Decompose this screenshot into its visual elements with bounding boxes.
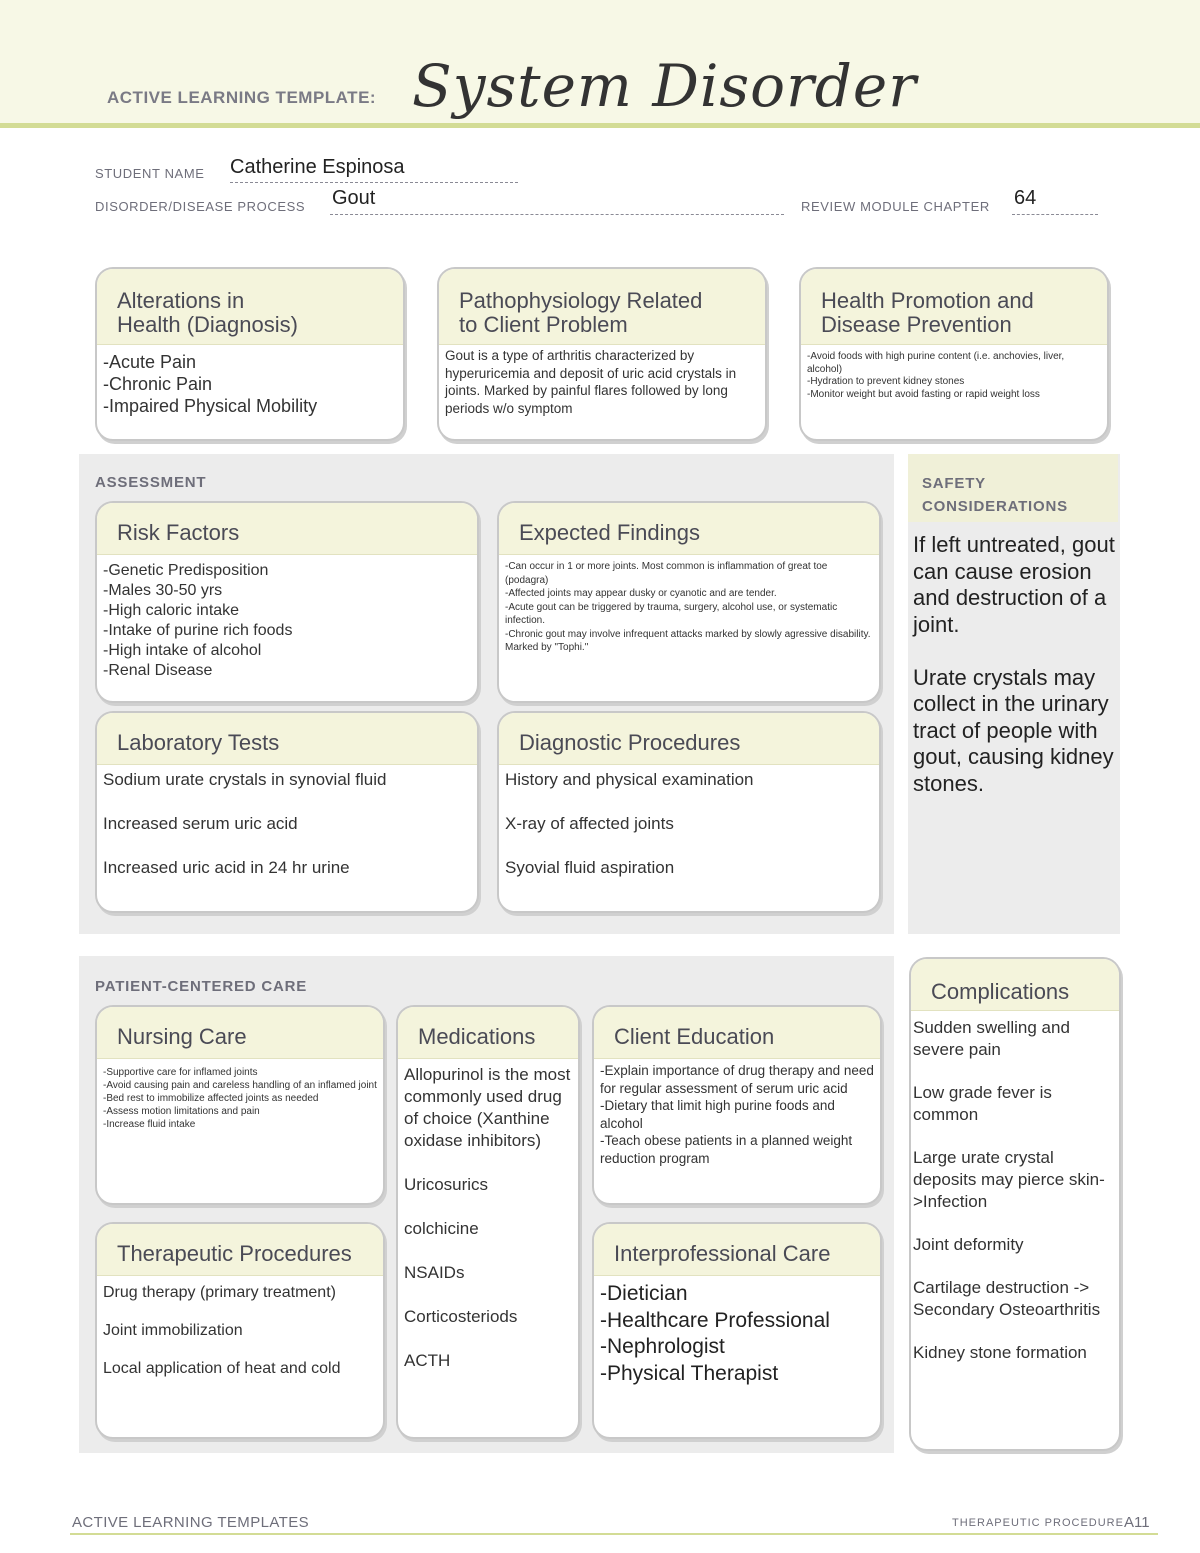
interprofessional-care-title: Interprofessional Care <box>594 1224 880 1276</box>
laboratory-tests-title: Laboratory Tests <box>97 713 477 765</box>
alterations-title: Alterations in Health (Diagnosis) <box>97 269 403 345</box>
list-item: Allopurinol is the most commonly used drug of choice (Xanthine oxidase inhibitors) <box>404 1065 571 1150</box>
list-item: Corticosteriods <box>404 1307 518 1326</box>
list-item: Sodium urate crystals in synovial fluid <box>103 770 387 789</box>
list-item: -Impaired Physical Mobility <box>103 396 318 416</box>
list-item: -Chronic gout may involve infrequent attacks marked by slowly agressive disability. Marked by "Tophi." <box>505 628 871 653</box>
expected-findings-card <box>497 501 881 703</box>
expected-findings-title: Expected Findings <box>499 503 879 555</box>
disorder-field[interactable]: Gout <box>332 187 376 209</box>
chapter-field[interactable]: 64 <box>1014 187 1037 209</box>
list-item: Kidney stone formation <box>913 1343 1087 1362</box>
chapter-label: REVIEW MODULE CHAPTER <box>801 199 990 214</box>
list-item: Cartilage destruction -> Secondary Osteoarthritis <box>913 1278 1101 1319</box>
complications-title: Complications <box>911 959 1119 1011</box>
list-item: -Assess motion limitations and pain <box>103 1106 260 1117</box>
laboratory-tests-card <box>95 711 479 913</box>
medications-card <box>396 1005 580 1439</box>
list-item: NSAIDs <box>404 1263 465 1282</box>
list-item: -Acute gout can be triggered by trauma, surgery, alcohol use, or systematic infection. <box>505 601 838 626</box>
list-item: X-ray of affected joints <box>505 814 674 833</box>
list-item: Uricosurics <box>404 1175 489 1194</box>
list-item: -Dietician <box>600 1282 688 1305</box>
page-title: System Disorder <box>412 52 917 120</box>
student-name-label: STUDENT NAME <box>95 166 205 181</box>
chapter-underline <box>1012 214 1098 215</box>
list-item: Local application of heat and cold <box>103 1360 341 1377</box>
health-promotion-card <box>799 267 1109 441</box>
disorder-underline <box>330 214 784 215</box>
risk-factors-card <box>95 501 479 703</box>
list-item: -Explain importance of drug therapy and need for regular assessment of serum uric acid <box>600 1063 874 1096</box>
list-item: colchicine <box>404 1219 479 1238</box>
pathophysiology-card <box>437 267 767 441</box>
list-item: -Bed rest to immobilize affected joints as needed <box>103 1093 319 1104</box>
list-item: Joint deformity <box>913 1235 1024 1254</box>
template-label: ACTIVE LEARNING TEMPLATE: <box>107 88 377 107</box>
page-number: A11 <box>1124 1514 1150 1531</box>
health-promotion-title: Health Promotion and Disease Prevention <box>801 269 1107 345</box>
list-item: Increased uric acid in 24 hr urine <box>103 858 350 877</box>
list-item: -Dietary that limit high purine foods and alcohol <box>600 1098 835 1131</box>
pathophysiology-text: Gout is a type of arthritis characterized by hyperuricemia and deposit of uric acid crystals in joints. Marked by painful flares followed by long periods w/o symptom <box>445 348 737 416</box>
therapeutic-procedures-card <box>95 1222 385 1439</box>
client-education-card <box>592 1005 882 1205</box>
list-item: Syovial fluid aspiration <box>505 858 675 877</box>
list-item: -High intake of alcohol <box>103 642 262 659</box>
diagnostic-procedures-card <box>497 711 881 913</box>
list-item: -Teach obese patients in a planned weight reduction program <box>600 1133 853 1166</box>
header-divider <box>0 123 1200 128</box>
interprofessional-care-card <box>592 1222 882 1439</box>
list-item: -Males 30-50 yrs <box>103 582 223 599</box>
footer-divider <box>70 1533 1158 1535</box>
student-name-field[interactable]: Catherine Espinosa <box>230 156 405 178</box>
list-item: -Supportive care for inflamed joints <box>103 1067 258 1078</box>
pathophysiology-title: Pathophysiology Related to Client Problem <box>439 269 765 345</box>
list-item: Increased serum uric acid <box>103 814 298 833</box>
list-item: History and physical examination <box>505 770 754 789</box>
assessment-title: ASSESSMENT <box>95 474 207 491</box>
list-item: -Monitor weight but avoid fasting or rapid weight loss <box>807 388 1040 400</box>
alterations-card <box>95 267 405 441</box>
list-item: -High caloric intake <box>103 602 240 619</box>
diagnostic-procedures-title: Diagnostic Procedures <box>499 713 879 765</box>
list-item: -Increase fluid intake <box>103 1119 196 1130</box>
list-item: -Acute Pain <box>103 352 197 372</box>
list-item: -Physical Therapist <box>600 1361 779 1385</box>
medications-title: Medications <box>398 1007 578 1059</box>
list-item: Large urate crystal deposits may pierce skin->Infection <box>913 1148 1105 1211</box>
nursing-care-title: Nursing Care <box>97 1007 383 1059</box>
therapeutic-procedures-title: Therapeutic Procedures <box>97 1224 383 1276</box>
list-item: -Affected joints may appear dusky or cyanotic and are tender. <box>505 588 777 599</box>
disorder-label: DISORDER/DISEASE PROCESS <box>95 199 306 214</box>
student-name-underline <box>230 182 518 183</box>
footer-right: THERAPEUTIC PROCEDURE <box>952 1517 1124 1529</box>
list-item: -Intake of purine rich foods <box>103 622 293 639</box>
list-item: Low grade fever is common <box>913 1083 1052 1124</box>
list-item: -Can occur in 1 or more joints. Most common is inflammation of great toe (podagra) <box>505 561 828 586</box>
nursing-care-card <box>95 1005 385 1205</box>
risk-factors-title: Risk Factors <box>97 503 477 555</box>
safety-text: If left untreated, gout can cause erosion and destruction of a joint. Urate crystals may collect in the urinary tract of people with gout, causing kidney stones. <box>913 532 1115 796</box>
list-item: -Hydration to prevent kidney stones <box>807 376 965 387</box>
list-item: -Renal Disease <box>103 662 213 679</box>
list-item: -Nephrologist <box>600 1335 725 1358</box>
list-item: -Avoid foods with high purine content (i.e. anchovies, liver, alcohol) <box>807 351 1065 375</box>
list-item: Drug therapy (primary treatment) <box>103 1284 336 1301</box>
list-item: -Avoid causing pain and careless handling of an inflamed joint <box>103 1080 377 1091</box>
list-item: Sudden swelling and severe pain <box>913 1018 1070 1059</box>
list-item: Joint immobilization <box>103 1322 243 1339</box>
safety-title: SAFETY CONSIDERATIONS <box>922 475 1068 515</box>
client-education-title: Client Education <box>594 1007 880 1059</box>
list-item: ACTH <box>404 1351 451 1370</box>
list-item: -Genetic Predisposition <box>103 562 269 579</box>
footer-left: ACTIVE LEARNING TEMPLATES <box>72 1514 309 1531</box>
list-item: -Healthcare Professional <box>600 1308 830 1332</box>
list-item: -Chronic Pain <box>103 374 213 394</box>
patient-centered-care-title: PATIENT-CENTERED CARE <box>95 978 308 995</box>
complications-card <box>909 957 1121 1451</box>
